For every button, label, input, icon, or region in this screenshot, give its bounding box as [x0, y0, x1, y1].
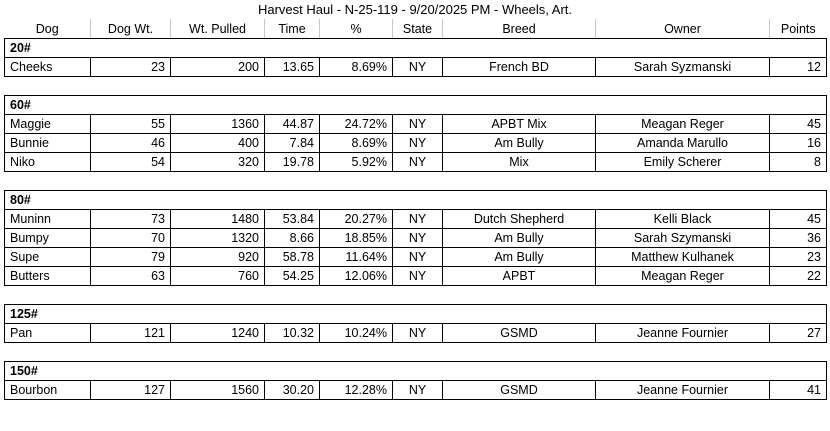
cell-state: NY [393, 324, 443, 343]
cell-state: NY [393, 134, 443, 153]
cell-weight-pulled: 320 [171, 153, 265, 172]
cell-dog: Bunnie [5, 134, 91, 153]
cell-dog: Supe [5, 248, 91, 267]
cell-weight-pulled: 1320 [171, 229, 265, 248]
cell-percent: 8.69% [320, 134, 393, 153]
table-row [5, 153, 827, 172]
cell-state: NY [393, 58, 443, 77]
cell-dog-weight: 63 [91, 267, 171, 286]
cell-owner: Meagan Reger [596, 267, 770, 286]
table-row [5, 381, 827, 400]
cell-dog-weight: 73 [91, 210, 171, 229]
cell-owner: Kelli Black [596, 210, 770, 229]
cell-breed: Am Bully [443, 134, 596, 153]
table-row [5, 58, 827, 77]
cell-time: 10.32 [265, 324, 320, 343]
cell-points: 16 [770, 134, 827, 153]
cell-percent: 12.06% [320, 267, 393, 286]
cell-time: 7.84 [265, 134, 320, 153]
cell-owner: Jeanne Fournier [596, 324, 770, 343]
cell-breed: GSMD [443, 324, 596, 343]
cell-time: 13.65 [265, 58, 320, 77]
cell-dog-weight: 127 [91, 381, 171, 400]
table-row [5, 115, 827, 134]
cell-owner: Emily Scherer [596, 153, 770, 172]
cell-dog-weight: 23 [91, 58, 171, 77]
cell-weight-pulled: 200 [171, 58, 265, 77]
cell-points: 41 [770, 381, 827, 400]
table-row [5, 229, 827, 248]
spacer-cell [5, 172, 827, 191]
table-row [5, 210, 827, 229]
cell-percent: 12.28% [320, 381, 393, 400]
spacer-row [5, 343, 827, 362]
table-row [5, 324, 827, 343]
cell-weight-pulled: 1480 [171, 210, 265, 229]
class-row [5, 191, 827, 210]
cell-state: NY [393, 115, 443, 134]
cell-owner: Jeanne Fournier [596, 381, 770, 400]
sheet-title: Harvest Haul - N-25-119 - 9/20/2025 PM - Wheels, Art. [257, 2, 573, 17]
cell-time: 44.87 [265, 115, 320, 134]
cell-breed: Am Bully [443, 229, 596, 248]
table-row [5, 248, 827, 267]
cell-dog-weight: 121 [91, 324, 171, 343]
header-cell-dog: Dog [5, 19, 91, 39]
cell-breed: French BD [443, 58, 596, 77]
cell-weight-pulled: 920 [171, 248, 265, 267]
cell-dog: Maggie [5, 115, 91, 134]
cell-time: 8.66 [265, 229, 320, 248]
cell-breed: GSMD [443, 381, 596, 400]
cell-weight-pulled: 1560 [171, 381, 265, 400]
cell-points: 23 [770, 248, 827, 267]
class-row [5, 96, 827, 115]
cell-dog: Cheeks [5, 58, 91, 77]
cell-breed: APBT [443, 267, 596, 286]
class-row [5, 39, 827, 58]
cell-owner: Sarah Syzmanski [596, 58, 770, 77]
spacer-row [5, 77, 827, 96]
cell-percent: 11.64% [320, 248, 393, 267]
class-row [5, 362, 827, 381]
cell-time: 54.25 [265, 267, 320, 286]
class-label: 80# [5, 191, 827, 210]
cell-percent: 8.69% [320, 58, 393, 77]
header-cell-weight-pulled: Wt. Pulled [171, 19, 265, 39]
table-row [5, 267, 827, 286]
cell-percent: 5.92% [320, 153, 393, 172]
cell-owner: Amanda Marullo [596, 134, 770, 153]
header-cell-dog-weight: Dog Wt. [91, 19, 171, 39]
spacer-cell [5, 77, 827, 96]
header-cell-points: Points [770, 19, 827, 39]
class-row [5, 305, 827, 324]
cell-breed: Dutch Shepherd [443, 210, 596, 229]
cell-points: 45 [770, 115, 827, 134]
cell-owner: Matthew Kulhanek [596, 248, 770, 267]
header-row [5, 19, 827, 39]
cell-state: NY [393, 153, 443, 172]
cell-percent: 20.27% [320, 210, 393, 229]
cell-points: 36 [770, 229, 827, 248]
cell-time: 30.20 [265, 381, 320, 400]
cell-state: NY [393, 248, 443, 267]
results-table [4, 19, 827, 400]
header-cell-breed: Breed [443, 19, 596, 39]
cell-time: 53.84 [265, 210, 320, 229]
cell-dog-weight: 54 [91, 153, 171, 172]
cell-weight-pulled: 1360 [171, 115, 265, 134]
cell-weight-pulled: 400 [171, 134, 265, 153]
cell-state: NY [393, 210, 443, 229]
header-cell-owner: Owner [596, 19, 770, 39]
header-cell-time: Time [265, 19, 320, 39]
class-label: 125# [5, 305, 827, 324]
cell-state: NY [393, 229, 443, 248]
cell-time: 58.78 [265, 248, 320, 267]
cell-points: 12 [770, 58, 827, 77]
cell-dog: Pan [5, 324, 91, 343]
cell-percent: 10.24% [320, 324, 393, 343]
class-label: 20# [5, 39, 827, 58]
table-row [5, 134, 827, 153]
cell-dog-weight: 55 [91, 115, 171, 134]
header-cell-percent: % [320, 19, 393, 39]
spacer-cell [5, 286, 827, 305]
cell-owner: Meagan Reger [596, 115, 770, 134]
cell-dog: Bourbon [5, 381, 91, 400]
cell-weight-pulled: 760 [171, 267, 265, 286]
cell-points: 45 [770, 210, 827, 229]
cell-percent: 24.72% [320, 115, 393, 134]
header-cell-state: State [393, 19, 443, 39]
class-label: 60# [5, 96, 827, 115]
cell-points: 27 [770, 324, 827, 343]
cell-breed: APBT Mix [443, 115, 596, 134]
cell-dog-weight: 46 [91, 134, 171, 153]
spacer-row [5, 286, 827, 305]
cell-dog-weight: 70 [91, 229, 171, 248]
cell-time: 19.78 [265, 153, 320, 172]
cell-dog-weight: 79 [91, 248, 171, 267]
cell-breed: Am Bully [443, 248, 596, 267]
cell-owner: Sarah Szymanski [596, 229, 770, 248]
results-body [5, 19, 827, 400]
cell-dog: Niko [5, 153, 91, 172]
cell-points: 22 [770, 267, 827, 286]
spacer-cell [5, 343, 827, 362]
cell-dog: Butters [5, 267, 91, 286]
cell-state: NY [393, 267, 443, 286]
cell-dog: Bumpy [5, 229, 91, 248]
cell-dog: Muninn [5, 210, 91, 229]
spacer-row [5, 172, 827, 191]
cell-breed: Mix [443, 153, 596, 172]
cell-state: NY [393, 381, 443, 400]
class-label: 150# [5, 362, 827, 381]
cell-percent: 18.85% [320, 229, 393, 248]
cell-points: 8 [770, 153, 827, 172]
cell-weight-pulled: 1240 [171, 324, 265, 343]
